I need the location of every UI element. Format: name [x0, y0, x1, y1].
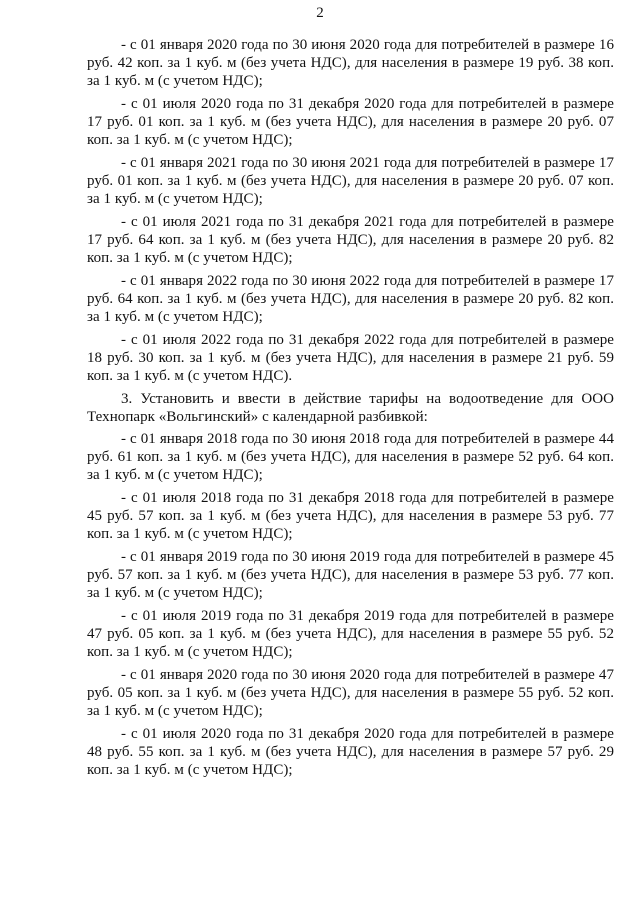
tariff-item-sewage-2020-h2: - с 01 июля 2020 года по 31 декабря 2020 года для потребителей в размере 48 руб. 55 коп. за 1 куб. м (без учета НДС), для населения в размере 57 руб. 29 коп. за 1 куб. м (с учетом НДС);	[87, 726, 614, 778]
tariff-item-sewage-2018-h2: - с 01 июля 2018 года по 31 декабря 2018 года для потребителей в размере 45 руб. 57 коп. за 1 куб. м (без учета НДС), для населения в размере 53 руб. 77 коп. за 1 куб. м (с учетом НДС);	[87, 490, 614, 542]
tariff-item-water-2020-h2: - с 01 июля 2020 года по 31 декабря 2020 года для потребителей в размере 17 руб. 01 коп. за 1 куб. м (без учета НДС), для населения в размере 20 руб. 07 коп. за 1 куб. м (с учетом НДС);	[87, 96, 614, 148]
tariff-item-water-2021-h2: - с 01 июля 2021 года по 31 декабря 2021 года для потребителей в размере 17 руб. 64 коп. за 1 куб. м (без учета НДС), для населения в размере 20 руб. 82 коп. за 1 куб. м (с учетом НДС);	[87, 214, 614, 266]
tariff-item-sewage-2019-h1: - с 01 января 2019 года по 30 июня 2019 года для потребителей в размере 45 руб. 57 коп. за 1 куб. м (без учета НДС), для населения в размере 53 руб. 77 коп. за 1 куб. м (с учетом НДС);	[87, 549, 614, 601]
document-body	[87, 36, 614, 779]
tariff-item-water-2021-h1: - с 01 января 2021 года по 30 июня 2021 года для потребителей в размере 17 руб. 01 коп. за 1 куб. м (без учета НДС), для населения в размере 20 руб. 07 коп. за 1 куб. м (с учетом НДС);	[87, 155, 614, 207]
tariff-item-water-2022-h1: - с 01 января 2022 года по 30 июня 2022 года для потребителей в размере 17 руб. 64 коп. за 1 куб. м (без учета НДС), для населения в размере 20 руб. 82 коп. за 1 куб. м (с учетом НДС);	[87, 273, 614, 325]
tariff-item-sewage-2018-h1: - с 01 января 2018 года по 30 июня 2018 года для потребителей в размере 44 руб. 61 коп. за 1 куб. м (без учета НДС), для населения в размере 52 руб. 64 коп. за 1 куб. м (с учетом НДС);	[87, 431, 614, 483]
tariff-item-sewage-2020-h1: - с 01 января 2020 года по 30 июня 2020 года для потребителей в размере 47 руб. 05 коп. за 1 куб. м (без учета НДС), для населения в размере 55 руб. 52 коп. за 1 куб. м (с учетом НДС);	[87, 667, 614, 719]
tariff-item-water-2020-h1: - с 01 января 2020 года по 30 июня 2020 года для потребителей в размере 16 руб. 42 коп. за 1 куб. м (без учета НДС), для населения в размере 19 руб. 38 коп. за 1 куб. м (с учетом НДС);	[87, 37, 614, 89]
page-number: 2	[316, 5, 324, 21]
tariff-item-water-2022-h2: - с 01 июля 2022 года по 31 декабря 2022 года для потребителей в размере 18 руб. 30 коп. за 1 куб. м (без учета НДС), для населения в размере 21 руб. 59 коп. за 1 куб. м (с учетом НДС).	[87, 332, 614, 384]
section-3-heading: 3. Установить и ввести в действие тарифы на водоотведение для ООО Технопарк «Вольгинский» с календарной разбивкой:	[87, 391, 614, 425]
tariff-item-sewage-2019-h2: - с 01 июля 2019 года по 31 декабря 2019 года для потребителей в размере 47 руб. 05 коп. за 1 куб. м (без учета НДС), для населения в размере 55 руб. 52 коп. за 1 куб. м (с учетом НДС);	[87, 608, 614, 660]
